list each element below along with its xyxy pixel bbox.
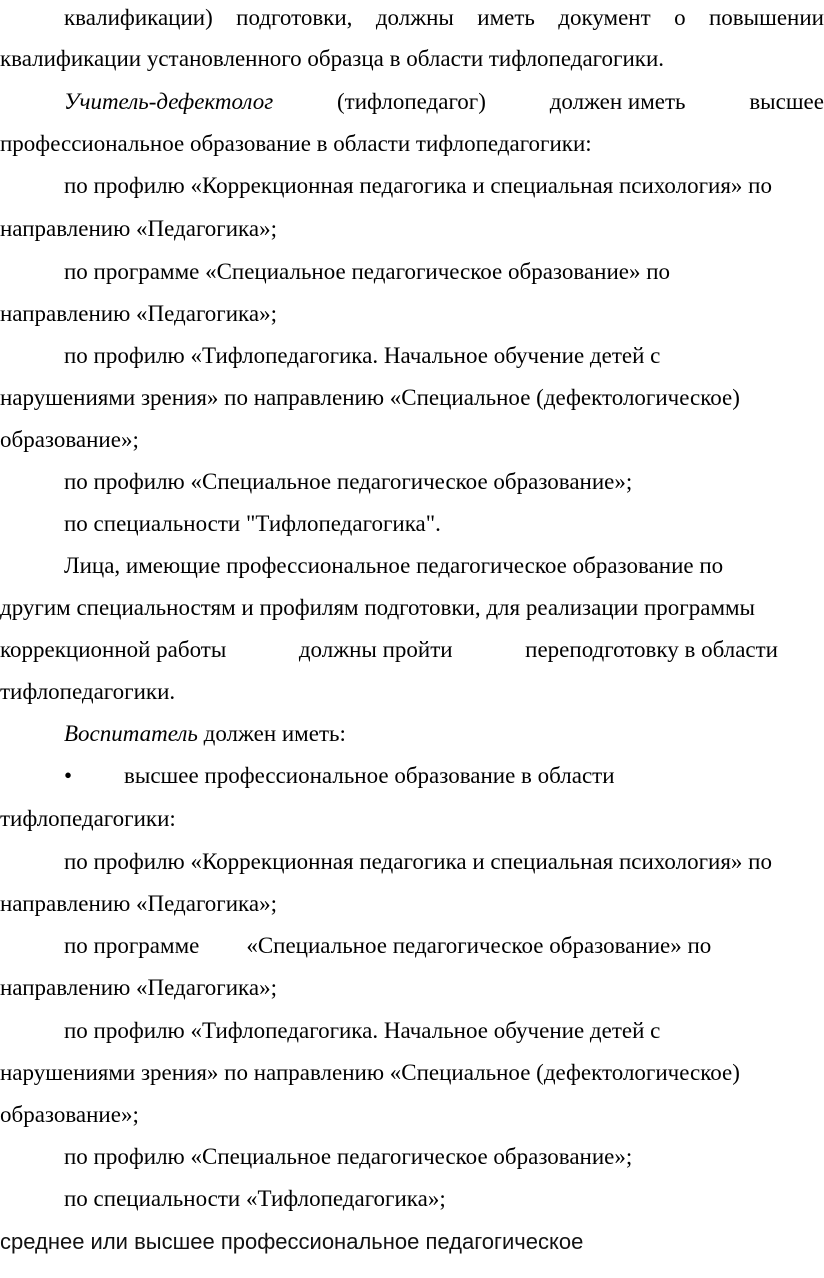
list-item	[64, 932, 758, 960]
list-item-cont: образование»;	[0, 1102, 139, 1127]
list-item: по специальности "Тифлопедагогика".	[64, 511, 441, 536]
educator-heading-line	[64, 720, 346, 748]
text-line: другим специальностям и профилям подготовки, для реализации программы	[0, 595, 756, 620]
list-item-cont: направлению «Педагогика»;	[0, 216, 277, 241]
word: (тифлопедагог)	[337, 89, 486, 114]
text-line: профессиональное образование в области тифлопедагогики:	[0, 131, 592, 156]
list-item-cont: направлению «Педагогика»;	[0, 891, 277, 916]
word: квалификации)	[64, 5, 213, 30]
word: «Специальное педагогическое образование» по	[246, 933, 712, 958]
bullet-glyph: •	[64, 763, 73, 788]
list-item-cont: образование»;	[0, 427, 139, 452]
word: должны пройти	[298, 637, 453, 662]
word: высшее	[749, 89, 824, 114]
text-line: тифлопедагогики.	[0, 679, 176, 704]
list-item: по профилю «Коррекционная педагогика и специальная психология» по	[64, 849, 772, 874]
bullet-text: высшее профессиональное образование в области	[124, 763, 615, 788]
bullet-item	[0, 762, 816, 790]
text-line	[64, 4, 824, 32]
word: должны	[375, 5, 454, 30]
list-item: по профилю «Специальное педагогическое образование»;	[64, 1144, 633, 1169]
educator-title: Воспитатель	[64, 721, 198, 746]
final-line: среднее или высшее профессиональное педагогическое	[0, 1229, 584, 1254]
list-item: по профилю «Тифлопедагогика. Начальное обучение детей с	[64, 1018, 661, 1043]
word: коррекционной работы	[0, 637, 227, 662]
educator-title-rest: должен иметь:	[197, 721, 346, 746]
word: о	[674, 5, 686, 30]
word: по программе	[64, 933, 200, 958]
list-item: по профилю «Тифлопедагогика. Начальное обучение детей с	[64, 343, 661, 368]
word: повышении	[708, 5, 824, 30]
list-item: по программе «Специальное педагогическое образование» по	[64, 259, 671, 284]
list-item: по профилю «Коррекционная педагогика и специальная психология» по	[64, 173, 772, 198]
list-item: по профилю «Специальное педагогическое образование»;	[64, 469, 633, 494]
word: переподготовку в области	[525, 637, 778, 662]
word: должен иметь	[549, 89, 686, 114]
word: подготовки,	[236, 5, 353, 30]
word: иметь	[477, 5, 535, 30]
list-item-cont: нарушениями зрения» по направлению «Специальное (дефектологическое)	[0, 385, 740, 410]
list-item-cont: направлению «Педагогика»;	[0, 301, 277, 326]
teacher-heading-line	[64, 88, 824, 116]
list-item: по специальности «Тифлопедагогика»;	[64, 1186, 446, 1211]
word: документ	[558, 5, 651, 30]
text-line: Лица, имеющие профессиональное педагогическое образование по	[64, 553, 724, 578]
list-item-cont: направлению «Педагогика»;	[0, 975, 277, 1000]
list-item-cont: нарушениями зрения» по направлению «Специальное (дефектологическое)	[0, 1060, 740, 1085]
teacher-title: Учитель-дефектолог	[64, 89, 274, 114]
text-line	[0, 636, 778, 664]
bullet-item-cont: тифлопедагогики:	[0, 806, 176, 831]
text-line: квалификации установленного образца в области тифлопедагогики.	[0, 46, 665, 71]
